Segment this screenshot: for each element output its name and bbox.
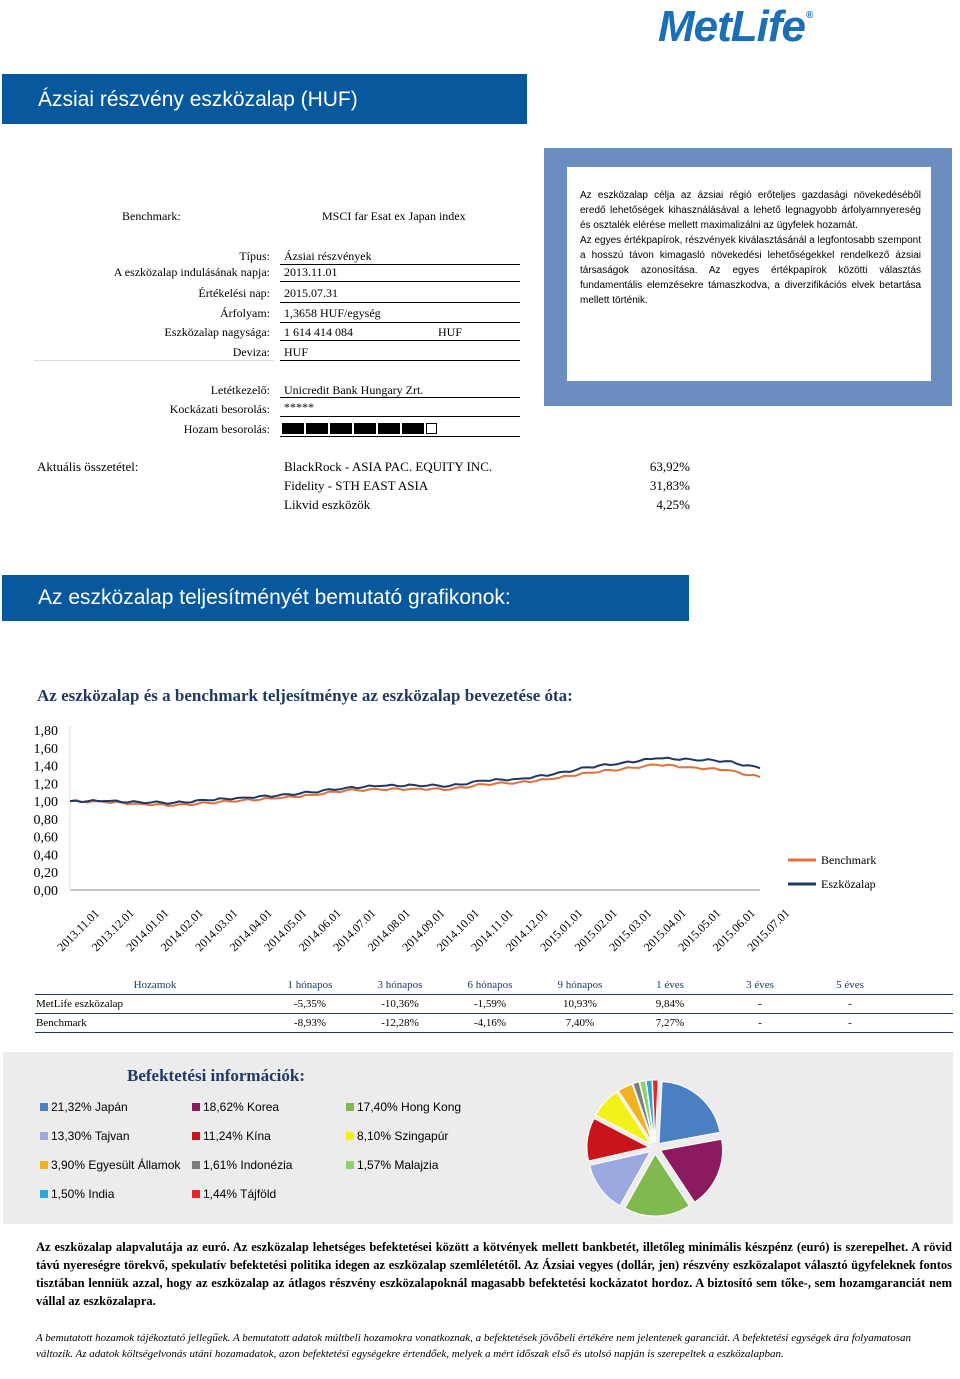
- divider: [280, 322, 520, 323]
- legend-swatch: [192, 1132, 200, 1140]
- returns-header: 1 hónapos: [287, 979, 333, 991]
- legend-label: 1,44% Tájföld: [203, 1187, 277, 1201]
- currency-label: Deviza:: [232, 345, 270, 359]
- returns-cell: -: [848, 1017, 852, 1029]
- y-tick-label: 0,20: [33, 866, 58, 882]
- composition-item-name: Fidelity - STH EAST ASIA: [284, 478, 429, 493]
- y-tick-label: 0,60: [33, 830, 58, 846]
- x-tick-label: 2014.07.01: [330, 906, 379, 955]
- legend-label: 17,40% Hong Kong: [357, 1100, 462, 1114]
- y-tick-label: 0,00: [33, 884, 58, 899]
- returns-header: 3 éves: [746, 979, 774, 991]
- divider: [280, 436, 520, 437]
- legend-label: 18,62% Korea: [203, 1100, 280, 1114]
- composition-item-share: 4,25%: [656, 497, 690, 512]
- description-box: [567, 167, 931, 381]
- logo-text: MetLife: [658, 2, 805, 51]
- return-class-square-filled: [282, 423, 304, 434]
- fund-disclaimer: Az eszközalap alapvalutája az euró. Az eszközalap lehetséges befektetései között a kötvények mellett bankbetét, illetőleg minimális készpénz (euró) is szerepelhet. A rövid távú nyereségre törekvő, spekulatív befektetési politika idegen az eszközalap szemléletétől. Az Ázsiai vegyes (dollár, jen) részvény eszközalapot választó ügyfeleknek fontos tisztában lenniük azzal, hogy az eszközalap az átlagos részvény eszközalapoknál magasabb befektetési kockázatot hordoz. A biztosító sem tőke-, sem hozamgaranciát nem vállal az eszközalapra.: [36, 1240, 952, 1308]
- divider: [280, 281, 520, 282]
- returns-header: 9 hónapos: [557, 979, 603, 991]
- returns-row-name: MetLife eszközalap: [36, 998, 124, 1010]
- type-value: Ázsiai részvények: [284, 249, 372, 263]
- section-banner: [2, 575, 689, 621]
- pie-legend-item: [192, 1129, 271, 1143]
- x-tick-label: 2014.12.01: [502, 906, 551, 955]
- returns-cell: -: [758, 1017, 762, 1029]
- return-class-label: Hozam besorolás:: [183, 422, 270, 436]
- y-tick-label: 1,00: [33, 795, 58, 811]
- chart-title: Az eszközalap és a benchmark teljesítménye az eszközalap bevezetése óta:: [37, 686, 573, 705]
- info-label-column: [34, 243, 274, 361]
- x-tick-label: 2015.01.01: [537, 906, 586, 955]
- returns-cell: -12,28%: [381, 1017, 419, 1029]
- returns-cell: -8,93%: [293, 1017, 327, 1029]
- valuation-value: 2015.07.31: [284, 286, 338, 300]
- page-title-banner: [2, 74, 527, 124]
- size-value: 1 614 414 084: [284, 325, 353, 339]
- x-tick-label: 2014.08.01: [364, 906, 413, 955]
- returns-cell: -: [848, 998, 852, 1010]
- composition-label: Aktuális összetétel:: [37, 459, 139, 474]
- legend-label: 1,57% Malajzia: [357, 1158, 439, 1172]
- pie-legend-item: [40, 1158, 180, 1172]
- returns-header: 5 éves: [836, 979, 864, 991]
- legend-label: 11,24% Kína: [203, 1129, 271, 1143]
- legend-swatch: [346, 1132, 354, 1140]
- x-tick-label: 2014.04.01: [226, 906, 275, 955]
- pie-legend-item: [346, 1100, 461, 1114]
- returns-table: [35, 977, 953, 1035]
- legend-swatch: [346, 1103, 354, 1111]
- pie-legend-item: [346, 1158, 438, 1172]
- legend-swatch: [40, 1190, 48, 1198]
- returns-header: 3 hónapos: [377, 979, 423, 991]
- footnote: A bemutatott hozamok tájékoztató jellegűek. A bemutatott adatok múltbeli hozamokra vonatkoznak, a befektetések jövőbeli értékére nem jelentenek garanciát. A befektetési egységek ára folyamatosan változik. Az adatok költségelvonás utáni hozamadatok, azon befektetési egységekre értendőek, melyek a mért időszak első és utolsó napján is szerepeltek a eszközalapban.: [36, 1332, 911, 1360]
- x-tick-label: 2015.05.01: [675, 906, 724, 955]
- returns-cell: 7,27%: [655, 1017, 685, 1029]
- table-divider: [35, 1032, 953, 1033]
- returns-header: Hozamok: [133, 979, 177, 991]
- legend-label: 8,10% Szingapúr: [357, 1129, 449, 1143]
- legend-swatch: [40, 1103, 48, 1111]
- legend-label: Eszközalap: [821, 877, 876, 891]
- price-label: Árfolyam:: [220, 306, 270, 320]
- legend-label: 21,32% Japán: [51, 1100, 128, 1114]
- custodian-value: Unicredit Bank Hungary Zrt.: [284, 383, 424, 397]
- pie-legend-item: [192, 1187, 276, 1201]
- composition-item-share: 31,83%: [649, 478, 690, 493]
- legend-label: Benchmark: [821, 853, 877, 867]
- legend-label: 3,90% Egyesült Államok: [51, 1158, 181, 1172]
- returns-header: 6 hónapos: [467, 979, 513, 991]
- legend-swatch: [192, 1161, 200, 1169]
- pie-legend: [40, 1100, 500, 1210]
- composition-item-name: BlackRock - ASIA PAC. EQUITY INC.: [284, 459, 493, 474]
- x-tick-label: 2014.09.01: [399, 906, 448, 955]
- currency-value: HUF: [284, 345, 309, 359]
- divider: [280, 340, 520, 341]
- x-tick-label: 2014.01.01: [123, 906, 172, 955]
- return-class-square-filled: [354, 423, 376, 434]
- return-class-square-filled: [306, 423, 328, 434]
- price-value: 1,3658 HUF/egység: [284, 306, 381, 320]
- returns-cell: 7,40%: [565, 1017, 595, 1029]
- x-tick-label: 2014.02.01: [157, 906, 206, 955]
- return-class-square-filled: [330, 423, 352, 434]
- description-paragraph-2: Az egyes értékpapírok, részvények kiválasztásánál a legfontosabb szempont a hosszú távon kimagasló növekedési lehetőségekkel rendelkező ázsiai társaságok azonosítása. Az egyes értékpapírok közötti választás fundamentális elemzésekre támaszkodva, a diverzifikációs elvek betartása mellett történik.: [580, 235, 921, 306]
- returns-cell: -: [758, 998, 762, 1010]
- pie-legend-item: [40, 1187, 114, 1201]
- returns-cell: 9,84%: [655, 998, 685, 1010]
- x-tick-label: 2015.06.01: [709, 906, 758, 955]
- y-tick-label: 1,40: [33, 759, 58, 775]
- legend-swatch: [346, 1161, 354, 1169]
- y-tick-label: 0,40: [33, 848, 58, 864]
- description-paragraph-1: Az eszközalap célja az ázsiai régió erőteljes gazdasági növekedéséből eredő lehetőségek kihasználásával a lehető legnagyobb árfolyamnyereség és osztalék elérése mellett maximalizálni az ügyfelek hozamát.: [580, 190, 921, 231]
- x-tick-label: 2014.10.01: [433, 906, 482, 955]
- x-tick-label: 2015.07.01: [744, 906, 793, 955]
- pie-legend-item: [40, 1129, 130, 1143]
- benchmark-value: MSCI far Esat ex Japan index: [322, 209, 466, 223]
- risk-label: Kockázati besorolás:: [169, 402, 270, 416]
- metlife-logo: [658, 2, 858, 52]
- x-tick-label: 2013.11.01: [54, 906, 102, 955]
- size-label: Eszközalap nagysága:: [164, 325, 270, 339]
- x-tick-label: 2014.05.01: [261, 906, 310, 955]
- pie-legend-item: [40, 1100, 128, 1114]
- y-tick-label: 1,60: [33, 741, 58, 757]
- x-tick-label: 2015.03.01: [606, 906, 655, 955]
- table-divider: [35, 1013, 953, 1014]
- pie-legend-item: [192, 1158, 292, 1172]
- composition-item-share: 63,92%: [649, 459, 690, 474]
- return-class-square-empty: [426, 423, 437, 434]
- y-tick-label: 1,20: [33, 777, 58, 793]
- legend-label: 1,50% India: [51, 1187, 115, 1201]
- size-unit: HUF: [438, 325, 463, 339]
- return-class-square-filled: [378, 423, 400, 434]
- legend-swatch: [40, 1161, 48, 1169]
- x-tick-label: 2013.12.01: [88, 906, 137, 955]
- returns-cell: -4,16%: [473, 1017, 507, 1029]
- page-title: Ázsiai részvény eszközalap (HUF): [38, 88, 358, 111]
- legend-label: 1,61% Indonézia: [203, 1158, 293, 1172]
- pie-slice: [659, 1082, 720, 1144]
- type-label: Típus:: [239, 249, 270, 263]
- returns-cell: -10,36%: [381, 998, 419, 1010]
- investments-title: Befektetési információk:: [127, 1066, 305, 1085]
- logo-reg: ®: [806, 10, 813, 21]
- y-tick-label: 1,80: [33, 724, 58, 739]
- legend-swatch: [40, 1132, 48, 1140]
- section-title: Az eszközalap teljesítményét bemutató grafikonok:: [38, 586, 511, 609]
- divider: [280, 397, 520, 398]
- x-tick-label: 2015.02.01: [571, 906, 620, 955]
- y-tick-label: 0,80: [33, 812, 58, 828]
- returns-cell: -1,59%: [473, 998, 507, 1010]
- valuation-label: Értékelési nap:: [198, 286, 270, 300]
- composition-item-name: Likvid eszközök: [284, 497, 371, 512]
- legend-label: 13,30% Tajvan: [51, 1129, 130, 1143]
- returns-cell: 10,93%: [563, 998, 597, 1010]
- returns-row-name: Benchmark: [36, 1017, 87, 1029]
- performance-line-chart: [0, 712, 960, 957]
- return-class-square-filled: [402, 423, 424, 434]
- benchmark-label: Benchmark:: [122, 209, 181, 223]
- pie-legend-item: [192, 1100, 279, 1114]
- table-divider: [35, 994, 953, 995]
- divider: [280, 416, 520, 417]
- divider: [280, 360, 520, 361]
- country-pie-chart: [530, 1078, 780, 1218]
- divider: [280, 302, 520, 303]
- launch-value: 2013.11.01: [284, 265, 338, 279]
- risk-value: *****: [284, 400, 314, 414]
- x-tick-label: 2014.03.01: [192, 906, 241, 955]
- returns-cell: -5,35%: [293, 998, 327, 1010]
- pie-legend-item: [346, 1129, 448, 1143]
- x-tick-label: 2014.11.01: [468, 906, 516, 955]
- launch-label: A eszközalap indulásának napja:: [113, 265, 270, 279]
- custodian-label: Letétkezelő:: [210, 383, 270, 397]
- x-tick-label: 2014.06.01: [295, 906, 344, 955]
- returns-header: 1 éves: [656, 979, 684, 991]
- legend-swatch: [192, 1103, 200, 1111]
- legend-swatch: [192, 1190, 200, 1198]
- x-tick-label: 2015.04.01: [640, 906, 689, 955]
